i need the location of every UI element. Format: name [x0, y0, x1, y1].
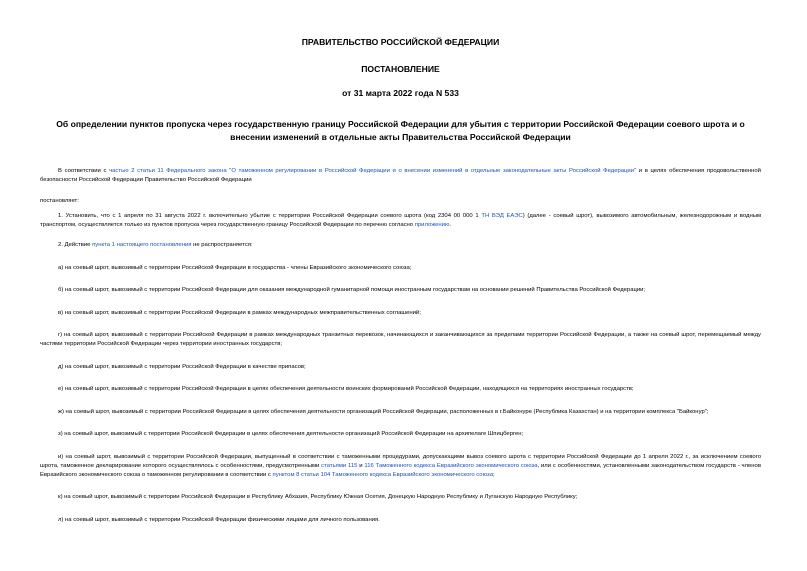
paragraph-1-ref-link[interactable]: пункта 1 настоящего постановления [92, 242, 192, 248]
paragraph-2 [40, 241, 761, 250]
paragraph-1-text-2: ) (далее - соевый шрот), вывозимого автомобильным, железнодорожным и водным транспортом, осуществляется только из пунктов пропуска через государственную границу Российской Федерации по перечню согласно [40, 212, 761, 228]
article-116-link[interactable]: 116 Таможенного кодекса Евразийского экономического союза [364, 462, 538, 469]
tn-ved-link[interactable]: ТН ВЭД ЕАЭС [481, 212, 523, 219]
document-type: ПОСТАНОВЛЕНИЕ [361, 64, 440, 74]
article-104-link[interactable]: пунктом 8 статьи 104 Таможенного кодекса Евразийского экономического союза [272, 471, 493, 478]
government-header: ПРАВИТЕЛЬСТВО РОССИЙСКОЙ ФЕДЕРАЦИИ [301, 37, 500, 47]
item-l: л) на соевый шрот, вывозимый с территории Российской Федерации физическими лицами для личного пользования. [58, 516, 380, 523]
paragraph-2-text-1: 2. Действие [58, 242, 93, 248]
item-i-text-1: и) на соевый шрот, вывозимый с территории Российской Федерации, выпущенный в соответствии с таможенными процедурами, допускающими вывоз соевого шрота с территории Российской Федерации до 1 апреля 2022 г., за исключением соевого шрота, таможенное декларирование которого осуществлялось с особенностями, предусмотренными [40, 453, 761, 469]
item-z: з) на соевый шрот, вывозимый с территории Российской Федерации в целях обеспечения деятельности организаций Российской Федерации на архипелаге Шпицберген; [58, 431, 524, 437]
preamble-text-2: и в целях обеспечения продовольственной безопасности Российской Федерации Правительство Российской Федерации [40, 168, 761, 183]
document-body [40, 167, 761, 525]
item-i-text-2: и [357, 462, 365, 469]
appendix-link[interactable]: приложению [414, 221, 450, 228]
item-e: е) на соевый шрот, вывозимый с территории Российской Федерации в целях обеспечения деятельности воинских формирований Российской Федерации, находящихся на территориях иностранных государств; [58, 386, 634, 392]
item-v: в) на соевый шрот, вывозимый с территории Российской Федерации в рамках международных межправительственных соглашений; [58, 309, 421, 316]
item-i-text-4: ; [492, 471, 495, 478]
item-b: б) на соевый шрот, вывозимый с территории Российской Федерации для оказания международной гуманитарной помощи иностранным государствам на основании решений Правительства Российской Федерации; [58, 287, 646, 293]
paragraph-1-text-1: 1. Установить, что с 1 апреля по 31 августа 2022 г. включительно убытие с территории Российской Федерации соевого шрота (код 2304 00 000 1 [58, 212, 482, 219]
preamble-text-1: В соответствии с [58, 168, 110, 174]
item-i [40, 453, 761, 480]
paragraph-2-text-2: не распространяется: [191, 242, 253, 248]
paragraph-1-text-3: . [449, 221, 452, 228]
item-g: г) на соевый шрот, вывозимый с территории Российской Федерации в рамках международных транзитных перевозок, начинающихся и заканчивающихся за пределами территории Российской Федерации, а также на соевый шрот, перемещаемый между частями территории Российской Федерации через территории иностранных государств; [40, 332, 761, 347]
item-d: д) на соевый шрот, вывозимый с территории Российской Федерации в качестве припасов; [58, 363, 306, 370]
item-k: к) на соевый шрот, вывозимый с территории Российской Федерации в Республику Абхазия, Республику Южная Осетия, Донецкую Народную Республику и Луганскую Народную Республику; [58, 494, 578, 500]
document-title: Об определении пунктов пропуска через государственную границу Российской Федерации для убытия с территории Российской Федерации соевого шрота и о внесении изменений в отдельные акты Правительства Российской Федерации [56, 119, 745, 142]
item-i-text-3: , или с особенностями, установленными законодательством государств - членов Евразийского экономического союза о таможенном регулировании в соответствии с [40, 462, 761, 478]
article-115-link[interactable]: статьями 115 [321, 462, 358, 469]
document-date-number: от 31 марта 2022 года N 533 [342, 88, 459, 98]
item-zh: ж) на соевый шрот, вывозимый с территории Российской Федерации в целях обеспечения деятельности организаций Российской Федерации, расположенных в г.Байконуре (Республика Казахстан) и на территории комплекса "Байконур"; [58, 408, 709, 415]
preamble-paragraph [40, 167, 761, 185]
federal-law-link[interactable]: частью 2 статьи 11 Федерального закона "О таможенном регулировании в Российской Федерации и о внесении изменений в отдельные законодательные акты Российской Федерации" [109, 168, 637, 174]
paragraph-1 [40, 212, 761, 230]
decree-word: постановляет: [40, 197, 79, 204]
item-a: а) на соевый шрот, вывозимый с территории Российской Федерации в государства - члены Евразийского экономического союза; [58, 264, 412, 271]
